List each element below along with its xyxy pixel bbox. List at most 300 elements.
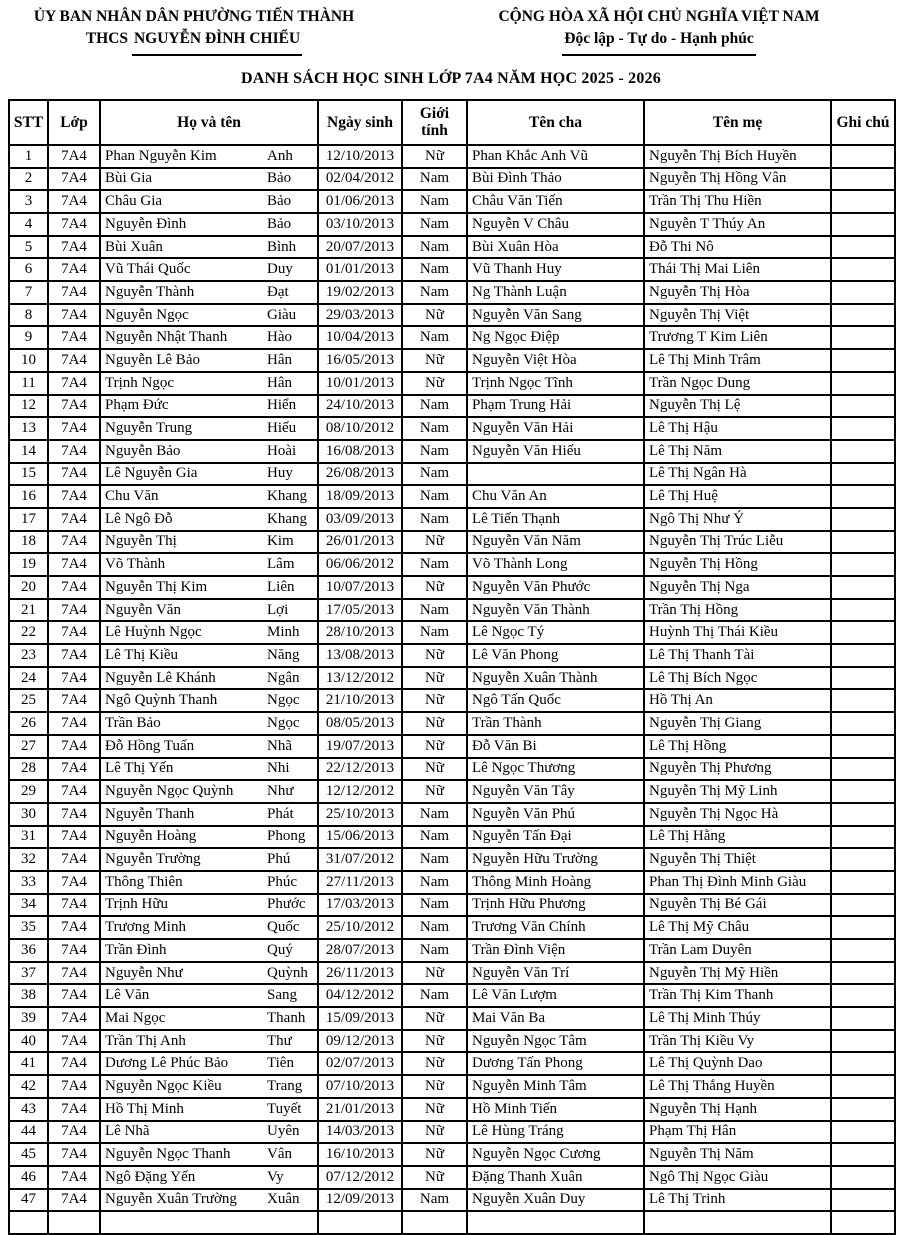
note-cell — [831, 984, 895, 1007]
given-name-part: Ngọc — [267, 692, 300, 709]
name-cell — [100, 644, 318, 667]
table-row — [9, 463, 895, 486]
dob-cell: 10/07/2013 — [318, 576, 402, 599]
father-name-cell: Trương Văn Chính — [467, 916, 644, 939]
stt-cell: 15 — [9, 463, 48, 486]
stt-cell: 24 — [9, 667, 48, 690]
class-cell: 7A4 — [48, 689, 100, 712]
gender-cell: Nam — [402, 463, 467, 486]
gender-cell: Nam — [402, 190, 467, 213]
surname-part: Nguyễn Ngọc — [105, 306, 189, 323]
gender-cell: Nữ — [402, 1052, 467, 1075]
surname-part: Vũ Thái Quốc — [105, 261, 191, 278]
surname-part: Lê Nhã — [105, 1123, 150, 1140]
father-name-cell: Lê Văn Lượm — [467, 984, 644, 1007]
table-row — [9, 236, 895, 259]
mother-name-cell: Nguyễn Thị Nga — [644, 576, 831, 599]
table-row — [9, 1052, 895, 1075]
name-cell — [100, 508, 318, 531]
name-cell — [100, 962, 318, 985]
note-cell — [831, 1189, 895, 1212]
gender-cell: Nữ — [402, 962, 467, 985]
mother-name-cell: Trương T Kim Liên — [644, 326, 831, 349]
name-cell — [100, 145, 318, 168]
table-row — [9, 508, 895, 531]
mother-name-cell: Nguyễn Thị Bích Huyền — [644, 145, 831, 168]
table-row — [9, 599, 895, 622]
stt-cell: 39 — [9, 1007, 48, 1030]
stt-cell: 10 — [9, 349, 48, 372]
note-cell — [831, 485, 895, 508]
class-cell: 7A4 — [48, 576, 100, 599]
given-name-part: Minh — [267, 624, 300, 641]
father-name-cell: Chu Văn An — [467, 485, 644, 508]
mother-name-cell: Lê Thị Hậu — [644, 417, 831, 440]
surname-part: Lê Văn — [105, 987, 150, 1004]
given-name-part: Trang — [267, 1077, 303, 1094]
father-name-cell: Trần Thành — [467, 712, 644, 735]
table-row — [9, 1143, 895, 1166]
father-name-cell: Nguyễn Ngọc Cương — [467, 1143, 644, 1166]
table-row — [9, 780, 895, 803]
name-cell — [100, 826, 318, 849]
surname-part: Lê Ngô Đỗ — [105, 510, 173, 527]
table-row — [9, 621, 895, 644]
note-cell — [831, 372, 895, 395]
given-name-part: Năng — [267, 646, 300, 663]
note-cell — [831, 871, 895, 894]
dob-cell: 15/09/2013 — [318, 1007, 402, 1030]
column-header-stt: STT — [9, 100, 48, 145]
name-cell — [100, 485, 318, 508]
name-cell — [100, 1189, 318, 1212]
father-name-cell — [467, 463, 644, 486]
stt-cell: 19 — [9, 553, 48, 576]
note-cell — [831, 916, 895, 939]
class-cell: 7A4 — [48, 168, 100, 191]
name-cell — [100, 803, 318, 826]
surname-part: Nguyễn Nhật Thanh — [105, 329, 228, 346]
given-name-part: Hiển — [267, 397, 297, 414]
name-cell — [100, 531, 318, 554]
class-cell: 7A4 — [48, 1052, 100, 1075]
father-name-cell: Võ Thành Long — [467, 553, 644, 576]
father-name-cell: Nguyễn Văn Hiếu — [467, 440, 644, 463]
gender-cell: Nam — [402, 939, 467, 962]
father-name-cell: Lê Văn Phong — [467, 644, 644, 667]
father-name-cell: Bùi Xuân Hòa — [467, 236, 644, 259]
note-cell — [831, 599, 895, 622]
father-name-cell: Nguyễn Văn Phước — [467, 576, 644, 599]
given-name-part: Phước — [267, 896, 306, 913]
table-row — [9, 395, 895, 418]
father-name-cell: Bùi Đình Thảo — [467, 168, 644, 191]
name-cell — [100, 1121, 318, 1144]
father-name-cell: Lê Ngọc Thương — [467, 758, 644, 781]
given-name-part: Vân — [267, 1146, 292, 1163]
note-cell — [831, 145, 895, 168]
class-cell: 7A4 — [48, 667, 100, 690]
stt-cell: 3 — [9, 190, 48, 213]
mother-name-cell: Ngô Thị Ngọc Giàu — [644, 1166, 831, 1189]
class-cell: 7A4 — [48, 1166, 100, 1189]
mother-name-cell: Lê Thị Huệ — [644, 485, 831, 508]
note-cell — [831, 213, 895, 236]
class-cell: 7A4 — [48, 1075, 100, 1098]
dob-cell: 03/09/2013 — [318, 508, 402, 531]
surname-part: Chu Văn — [105, 488, 159, 505]
table-header-row — [9, 100, 895, 145]
class-cell: 7A4 — [48, 871, 100, 894]
given-name-part: Liên — [267, 578, 295, 595]
gender-cell: Nam — [402, 826, 467, 849]
note-cell — [831, 735, 895, 758]
father-name-cell: Nguyễn Tấn Đại — [467, 826, 644, 849]
dob-cell: 21/01/2013 — [318, 1098, 402, 1121]
note-cell — [831, 463, 895, 486]
name-cell — [100, 395, 318, 418]
note-cell — [831, 780, 895, 803]
dob-cell: 19/07/2013 — [318, 735, 402, 758]
dob-cell: 06/06/2012 — [318, 553, 402, 576]
mother-name-cell: Nguyễn Thị Mỹ Hiền — [644, 962, 831, 985]
given-name-part: Khang — [267, 488, 307, 505]
dob-cell: 03/10/2013 — [318, 213, 402, 236]
class-cell: 7A4 — [48, 735, 100, 758]
table-row — [9, 213, 895, 236]
note-cell — [831, 1166, 895, 1189]
name-cell — [100, 190, 318, 213]
gender-cell: Nam — [402, 440, 467, 463]
class-cell: 7A4 — [48, 145, 100, 168]
school-name: NGUYỄN ĐÌNH CHIỂU — [132, 28, 302, 55]
dob-cell: 16/10/2013 — [318, 1143, 402, 1166]
name-cell — [100, 326, 318, 349]
gender-cell: Nữ — [402, 1121, 467, 1144]
given-name-part: Như — [267, 783, 294, 800]
stt-cell: 16 — [9, 485, 48, 508]
dob-cell: 29/03/2013 — [318, 304, 402, 327]
surname-part: Nguyễn Trung — [105, 420, 193, 437]
surname-part: Nguyễn Trường — [105, 851, 201, 868]
class-cell: 7A4 — [48, 508, 100, 531]
dob-cell: 26/01/2013 — [318, 531, 402, 554]
table-row — [9, 372, 895, 395]
given-name-part: Giàu — [267, 306, 297, 323]
name-cell — [100, 780, 318, 803]
dob-cell: 25/10/2013 — [318, 803, 402, 826]
mother-name-cell: Lê Thị Năm — [644, 440, 831, 463]
name-cell — [100, 349, 318, 372]
dob-cell: 02/07/2013 — [318, 1052, 402, 1075]
mother-name-cell: Nguyễn Thị Năm — [644, 1143, 831, 1166]
gender-cell: Nam — [402, 599, 467, 622]
name-cell — [100, 1007, 318, 1030]
surname-part: Trần Bảo — [105, 714, 161, 731]
dob-cell: 10/01/2013 — [318, 372, 402, 395]
table-row — [9, 826, 895, 849]
given-name-part: Phát — [267, 805, 294, 822]
stt-cell: 11 — [9, 372, 48, 395]
stt-cell: 25 — [9, 689, 48, 712]
stt-cell: 28 — [9, 758, 48, 781]
stt-cell: 9 — [9, 326, 48, 349]
given-name-part: Hân — [267, 374, 292, 391]
surname-part: Đỗ Hồng Tuấn — [105, 737, 195, 754]
note-cell — [831, 939, 895, 962]
note-cell — [831, 1143, 895, 1166]
dob-cell: 12/09/2013 — [318, 1189, 402, 1212]
mother-name-cell: Trần Thị Hồng — [644, 599, 831, 622]
gender-cell: Nam — [402, 281, 467, 304]
note-cell — [831, 1121, 895, 1144]
gender-cell: Nữ — [402, 712, 467, 735]
dob-cell: 28/10/2013 — [318, 621, 402, 644]
name-cell — [100, 712, 318, 735]
table-row-partial — [9, 1211, 895, 1234]
gender-cell: Nữ — [402, 145, 467, 168]
table-row — [9, 168, 895, 191]
father-name-cell: Ng Thành Luận — [467, 281, 644, 304]
mother-name-cell: Nguyễn Thị Mỹ Linh — [644, 780, 831, 803]
mother-name-cell — [644, 1211, 831, 1234]
name-cell — [100, 1166, 318, 1189]
note-cell — [831, 1098, 895, 1121]
surname-part: Mai Ngọc — [105, 1009, 166, 1026]
stt-cell: 6 — [9, 258, 48, 281]
father-name-cell: Nguyễn Ngọc Tâm — [467, 1030, 644, 1053]
gender-cell: Nam — [402, 485, 467, 508]
mother-name-cell: Lê Thị Quỳnh Dao — [644, 1052, 831, 1075]
father-name-cell: Nguyễn Văn Năm — [467, 531, 644, 554]
note-cell — [831, 531, 895, 554]
table-row — [9, 667, 895, 690]
class-cell: 7A4 — [48, 1007, 100, 1030]
gender-cell: Nữ — [402, 531, 467, 554]
surname-part: Nguyễn Thị — [105, 533, 177, 550]
stt-cell: 35 — [9, 916, 48, 939]
given-name-part: Huy — [267, 465, 293, 482]
mother-name-cell: Nguyễn Thị Trúc Liễu — [644, 531, 831, 554]
student-table-body — [9, 145, 895, 1234]
class-cell: 7A4 — [48, 531, 100, 554]
given-name-part: Phúc — [267, 873, 297, 890]
surname-part: Nguyễn Lê Bảo — [105, 351, 200, 368]
father-name-cell: Lê Ngọc Tý — [467, 621, 644, 644]
mother-name-cell: Nguyễn Thị Ngọc Hà — [644, 803, 831, 826]
dob-cell: 12/12/2012 — [318, 780, 402, 803]
dob-cell: 07/12/2012 — [318, 1166, 402, 1189]
mother-name-cell: Nguyễn Thị Phương — [644, 758, 831, 781]
gender-cell: Nữ — [402, 735, 467, 758]
table-row — [9, 939, 895, 962]
surname-part: Phạm Đức — [105, 397, 169, 414]
dob-cell: 13/08/2013 — [318, 644, 402, 667]
class-cell: 7A4 — [48, 236, 100, 259]
note-cell — [831, 962, 895, 985]
given-name-part: Bảo — [267, 170, 292, 187]
class-cell: 7A4 — [48, 644, 100, 667]
dob-cell: 21/10/2013 — [318, 689, 402, 712]
mother-name-cell: Trần Thị Thu Hiền — [644, 190, 831, 213]
note-cell — [831, 349, 895, 372]
gender-cell: Nữ — [402, 1143, 467, 1166]
organization-line1: ỦY BAN NHÂN DÂN PHƯỜNG TIẾN THÀNH — [33, 8, 355, 25]
table-row — [9, 1121, 895, 1144]
note-cell — [831, 281, 895, 304]
name-cell — [100, 463, 318, 486]
dob-cell: 12/10/2013 — [318, 145, 402, 168]
stt-cell: 47 — [9, 1189, 48, 1212]
name-cell — [100, 1075, 318, 1098]
gender-cell: Nam — [402, 168, 467, 191]
table-row — [9, 1166, 895, 1189]
gender-cell: Nữ — [402, 372, 467, 395]
dob-cell: 16/05/2013 — [318, 349, 402, 372]
name-cell — [100, 758, 318, 781]
class-cell: 7A4 — [48, 984, 100, 1007]
name-cell — [100, 553, 318, 576]
name-cell — [100, 689, 318, 712]
table-row — [9, 281, 895, 304]
table-row — [9, 803, 895, 826]
surname-part: Nguyễn Thanh — [105, 805, 195, 822]
gender-cell: Nữ — [402, 758, 467, 781]
given-name-part: Nhã — [267, 737, 292, 754]
gender-cell: Nữ — [402, 576, 467, 599]
name-cell — [100, 916, 318, 939]
surname-part: Nguyễn Ngọc Thanh — [105, 1146, 231, 1163]
note-cell — [831, 553, 895, 576]
class-cell: 7A4 — [48, 553, 100, 576]
name-cell — [100, 871, 318, 894]
column-header-class: Lớp — [48, 100, 100, 145]
father-name-cell: Trịnh Hữu Phương — [467, 894, 644, 917]
gender-cell: Nữ — [402, 667, 467, 690]
page-title: DANH SÁCH HỌC SINH LỚP 7A4 NĂM HỌC 2025 - 2026 — [241, 69, 661, 87]
gender-cell: Nữ — [402, 349, 467, 372]
gender-cell: Nữ — [402, 644, 467, 667]
class-cell: 7A4 — [48, 916, 100, 939]
table-row — [9, 1189, 895, 1212]
class-cell: 7A4 — [48, 395, 100, 418]
father-name-cell: Đặng Thanh Xuân — [467, 1166, 644, 1189]
mother-name-cell: Nguyễn Thị Việt — [644, 304, 831, 327]
class-cell: 7A4 — [48, 349, 100, 372]
stt-cell: 18 — [9, 531, 48, 554]
father-name-cell: Nguyễn Văn Trí — [467, 962, 644, 985]
mother-name-cell: Nguyễn Thị Thiệt — [644, 848, 831, 871]
column-header-mother: Tên mẹ — [644, 100, 831, 145]
gender-cell: Nữ — [402, 1098, 467, 1121]
stt-cell: 5 — [9, 236, 48, 259]
note-cell — [831, 1030, 895, 1053]
table-row — [9, 440, 895, 463]
given-name-part: Đạt — [267, 283, 289, 300]
name-cell — [100, 258, 318, 281]
name-cell — [100, 1143, 318, 1166]
given-name-part: Sang — [267, 987, 297, 1004]
stt-cell: 8 — [9, 304, 48, 327]
stt-cell: 22 — [9, 621, 48, 644]
surname-part: Phan Nguyễn Kim — [105, 147, 217, 164]
note-cell — [831, 576, 895, 599]
dob-cell: 15/06/2013 — [318, 826, 402, 849]
given-name-part: Bảo — [267, 193, 292, 210]
dob-cell: 19/02/2013 — [318, 281, 402, 304]
gender-cell: Nam — [402, 258, 467, 281]
father-name-cell: Phan Khắc Anh Vũ — [467, 145, 644, 168]
mother-name-cell: Đỗ Thi Nô — [644, 236, 831, 259]
mother-name-cell: Nguyễn Thị Hồng Vân — [644, 168, 831, 191]
table-row — [9, 735, 895, 758]
name-cell — [100, 304, 318, 327]
dob-cell: 27/11/2013 — [318, 871, 402, 894]
class-cell — [48, 1211, 100, 1234]
note-cell — [831, 848, 895, 871]
mother-name-cell: Huỳnh Thị Thái Kiều — [644, 621, 831, 644]
mother-name-cell: Lê Thị Thắng Huyền — [644, 1075, 831, 1098]
note-cell — [831, 1075, 895, 1098]
stt-cell: 1 — [9, 145, 48, 168]
surname-part: Nguyễn Ngọc Kiều — [105, 1077, 222, 1094]
national-line2: Độc lập - Tự do - Hạnh phúc — [424, 28, 894, 55]
table-row — [9, 758, 895, 781]
dob-cell: 13/12/2012 — [318, 667, 402, 690]
mother-name-cell: Nguyễn Thị Bé Gái — [644, 894, 831, 917]
father-name-cell: Đỗ Văn Bi — [467, 735, 644, 758]
table-row — [9, 417, 895, 440]
father-name-cell: Ng Ngọc Điệp — [467, 326, 644, 349]
dob-cell: 17/03/2013 — [318, 894, 402, 917]
gender-cell: Nam — [402, 894, 467, 917]
class-cell: 7A4 — [48, 962, 100, 985]
surname-part: Ngô Đặng Yến — [105, 1168, 196, 1185]
surname-part: Hồ Thị Minh — [105, 1100, 184, 1117]
mother-name-cell: Phạm Thị Hân — [644, 1121, 831, 1144]
dob-cell: 14/03/2013 — [318, 1121, 402, 1144]
surname-part: Thông Thiên — [105, 873, 183, 890]
given-name-part: Phú — [267, 851, 291, 868]
stt-cell: 2 — [9, 168, 48, 191]
father-name-cell: Dương Tấn Phong — [467, 1052, 644, 1075]
dob-cell: 01/01/2013 — [318, 258, 402, 281]
column-header-gender: Giới tính — [402, 100, 467, 145]
father-name-cell: Ngô Tấn Quốc — [467, 689, 644, 712]
dob-cell: 26/08/2013 — [318, 463, 402, 486]
gender-cell: Nữ — [402, 1030, 467, 1053]
surname-part: Châu Gia — [105, 193, 163, 210]
father-name-cell: Trịnh Ngọc Tĩnh — [467, 372, 644, 395]
note-cell — [831, 803, 895, 826]
stt-cell: 43 — [9, 1098, 48, 1121]
dob-cell: 16/08/2013 — [318, 440, 402, 463]
surname-part: Lê Huỳnh Ngọc — [105, 624, 202, 641]
dob-cell: 26/11/2013 — [318, 962, 402, 985]
note-cell — [831, 1052, 895, 1075]
stt-cell: 44 — [9, 1121, 48, 1144]
table-row — [9, 712, 895, 735]
name-cell — [100, 1098, 318, 1121]
surname-part: Nguyễn Bảo — [105, 442, 181, 459]
stt-cell: 29 — [9, 780, 48, 803]
father-name-cell: Nguyễn Xuân Thành — [467, 667, 644, 690]
surname-part: Nguyễn Ngọc Quỳnh — [105, 783, 234, 800]
given-name-part: Quý — [267, 941, 293, 958]
surname-part: Trần Thị Anh — [105, 1032, 186, 1049]
table-row — [9, 349, 895, 372]
note-cell — [831, 1007, 895, 1030]
